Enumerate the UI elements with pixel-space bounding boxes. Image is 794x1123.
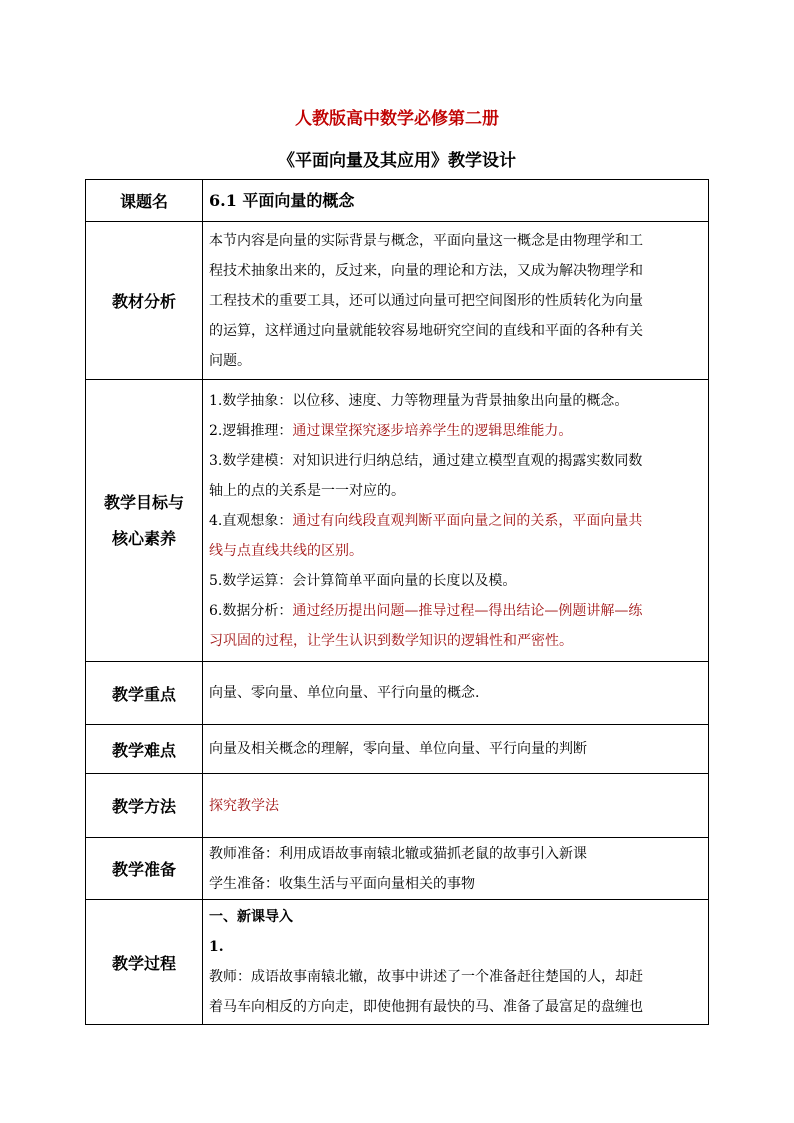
lesson-plan-table [85,179,709,1025]
goals-label-line1: 教学目标与 [103,492,184,512]
row-label-key-points: 教学重点 [86,662,203,725]
row-label-goals [86,380,203,662]
analysis-line: 本节内容是向量的实际背景与概念，平面向量这一概念是由物理学和工 [209,232,643,249]
topic-value [203,180,709,222]
analysis-line: 问题。 [209,352,251,369]
goal-item-continued: 习巩固的过程，让学生认识到数学知识的逻辑性和严密性。 [209,632,573,649]
analysis-line: 的运算，这样通过向量就能较容易地研究空间的直线和平面的各种有关 [209,322,643,339]
analysis-content [203,222,709,380]
goal-item-continued: 轴上的点的关系是一一对应的。 [209,482,405,499]
goal-item-continued: 线与点直线共线的区别。 [209,542,363,559]
goal-item: 1.数学抽象：以位移、速度、力等物理量为背景抽象出向量的概念。 [209,392,629,409]
difficulties-value: 向量及相关概念的理解，零向量、单位向量、平行向量的判断 [203,725,709,774]
preparation-content [203,838,709,900]
process-line: 着马车向相反的方向走，即使他拥有最快的马、准备了最富足的盘缠也 [209,999,643,1015]
teacher-preparation: 教师准备：利用成语故事南辕北辙或猫抓老鼠的故事引入新课 [209,845,587,862]
table-row-key-points [86,662,709,725]
table-row-analysis [86,222,709,380]
analysis-line: 程技术抽象出来的，反过来，向量的理论和方法，又成为解决物理学和 [209,262,643,279]
table-row-method [86,774,709,838]
row-label-analysis: 教材分析 [86,222,203,380]
goals-content [203,380,709,662]
table-row-process [86,900,709,1025]
goal-item: 6.数据分析：通过经历提出问题—推导过程—得出结论—例题讲解—练 [209,602,643,619]
process-heading: 一、新课导入 [209,909,293,925]
goals-label-line2: 核心素养 [111,528,176,548]
row-label-preparation: 教学准备 [86,838,203,900]
goal-item: 3.数学建模：对知识进行归纳总结，通过建立模型直观的揭露实数同数 [209,452,643,469]
method-value: 探究教学法 [203,774,709,838]
row-label-difficulties: 教学难点 [86,725,203,774]
topic-text: 6.1 平面向量的概念 [209,190,355,210]
goal-item: 5.数学运算：会计算简单平面向量的长度以及模。 [209,572,517,589]
row-label-process: 教学过程 [86,900,203,1025]
table-row-goals [86,380,709,662]
student-preparation: 学生准备：收集生活与平面向量相关的事物 [209,875,475,892]
process-step: 1. [209,939,224,955]
key-points-value: 向量、零向量、单位向量、平行向量的概念. [203,662,709,725]
table-row-topic [86,180,709,222]
table-row-preparation [86,838,709,900]
goal-item: 4.直观想象：通过有向线段直观判断平面向量之间的关系，平面向量共 [209,512,643,529]
goal-item: 2.逻辑推理：通过课堂探究逐步培养学生的逻辑思维能力。 [209,422,573,439]
analysis-line: 工程技术的重要工具，还可以通过向量可把空间图形的性质转化为向量 [209,292,643,309]
process-content [203,900,709,1025]
process-line: 教师：成语故事南辕北辙，故事中讲述了一个准备赶往楚国的人，却赶 [209,969,643,985]
document-subtitle: 《平面向量及其应用》教学设计 [278,151,516,171]
table-row-difficulties [86,725,709,774]
document-title: 人教版高中数学必修第二册 [295,109,499,129]
row-label-method: 教学方法 [86,774,203,838]
row-label-topic: 课题名 [86,180,203,222]
